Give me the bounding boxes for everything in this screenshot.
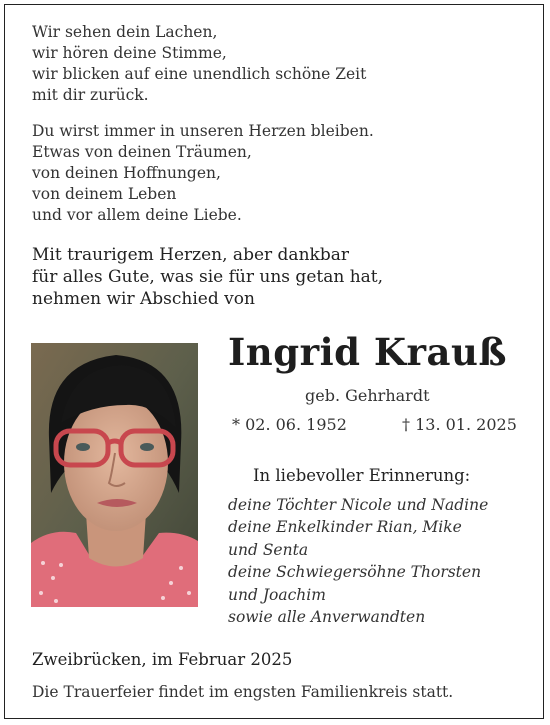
place-and-date: Zweibrücken, im Februar 2025 <box>32 650 293 669</box>
poem-line: von deinen Hoffnungen, <box>32 164 221 182</box>
intro-line: für alles Gute, was sie für uns getan hat, <box>32 267 384 287</box>
poem-stanza-1 <box>32 22 366 106</box>
poem-line: wir hören deine Stimme, <box>32 44 227 62</box>
poem-stanza-2 <box>32 121 374 226</box>
poem-line: Wir sehen dein Lachen, <box>32 23 218 41</box>
deceased-name: Ingrid Krauß <box>228 330 508 374</box>
poem-line: wir blicken auf eine unendlich schöne Zeit <box>32 65 367 83</box>
memorial-heading: In liebevoller Erinnerung: <box>253 466 471 485</box>
portrait-photo <box>31 343 198 607</box>
poem-line: Etwas von deinen Träumen, <box>32 143 252 161</box>
maiden-name: geb. Gehrhardt <box>305 386 430 405</box>
mourner-line: deine Enkelkinder Rian, Mike <box>228 518 462 537</box>
intro-line: nehmen wir Abschied von <box>32 289 255 309</box>
birth-date: * 02. 06. 1952 <box>232 415 347 434</box>
mourner-line: und Joachim <box>228 585 326 604</box>
poem-line: von deinem Leben <box>32 185 177 203</box>
mourners-list <box>228 494 488 628</box>
mourner-line: sowie alle Anverwandten <box>228 608 426 627</box>
mourner-line: und Senta <box>228 540 309 559</box>
intro-line: Mit traurigem Herzen, aber dankbar <box>32 245 349 265</box>
funeral-notice: Die Trauerfeier findet im engsten Familienkreis statt. <box>32 683 454 701</box>
intro-text <box>32 244 383 310</box>
mourner-line: deine Töchter Nicole und Nadine <box>228 496 489 514</box>
poem-line: mit dir zurück. <box>32 86 149 104</box>
poem-line: Du wirst immer in unseren Herzen bleiben. <box>32 122 374 140</box>
portrait-illustration <box>31 343 198 607</box>
mourner-line: deine Schwiegersöhne Thorsten <box>228 563 482 582</box>
poem-line: und vor allem deine Liebe. <box>32 206 242 224</box>
death-date: † 13. 01. 2025 <box>402 415 517 434</box>
